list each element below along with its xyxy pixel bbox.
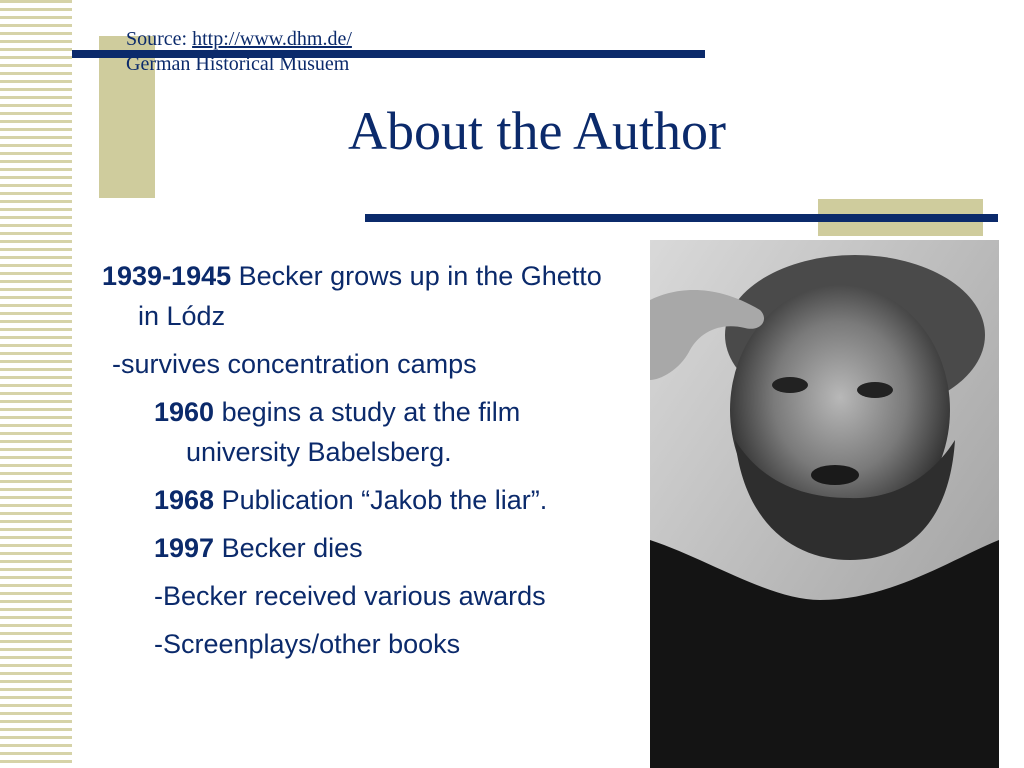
year-label: 1968: [154, 485, 215, 515]
list-item: [102, 392, 622, 472]
slide-title: About the Author: [348, 101, 726, 161]
item-text: Becker dies: [214, 533, 363, 563]
item-text: -survives concentration camps: [112, 349, 477, 379]
year-label: 1939-1945: [102, 261, 232, 291]
list-item: [102, 344, 622, 384]
source-organization: German Historical Musuem: [126, 53, 350, 75]
item-text: Becker grows up in the Ghetto in Lódz: [138, 261, 602, 331]
list-item: [102, 576, 622, 616]
source-credit: [126, 27, 352, 77]
list-item: [102, 624, 622, 664]
item-text: Publication “Jakob the liar”.: [214, 485, 548, 515]
list-item: [102, 480, 622, 520]
author-portrait-photo: [650, 240, 999, 768]
source-link[interactable]: http://www.dhm.de/: [192, 28, 352, 50]
source-prefix: Source:: [126, 28, 193, 50]
decorative-rule-middle: [365, 214, 998, 222]
portrait-image: [650, 240, 999, 768]
item-text: begins a study at the film university Babelsberg.: [186, 397, 521, 467]
year-label: 1960: [154, 397, 215, 427]
item-text: -Screenplays/other books: [154, 629, 461, 659]
decorative-stripes: [0, 0, 72, 768]
list-item: [102, 256, 622, 336]
list-item: [102, 528, 622, 568]
item-text: -Becker received various awards: [154, 581, 546, 611]
bullet-list: [102, 256, 622, 672]
year-label: 1997: [154, 533, 215, 563]
